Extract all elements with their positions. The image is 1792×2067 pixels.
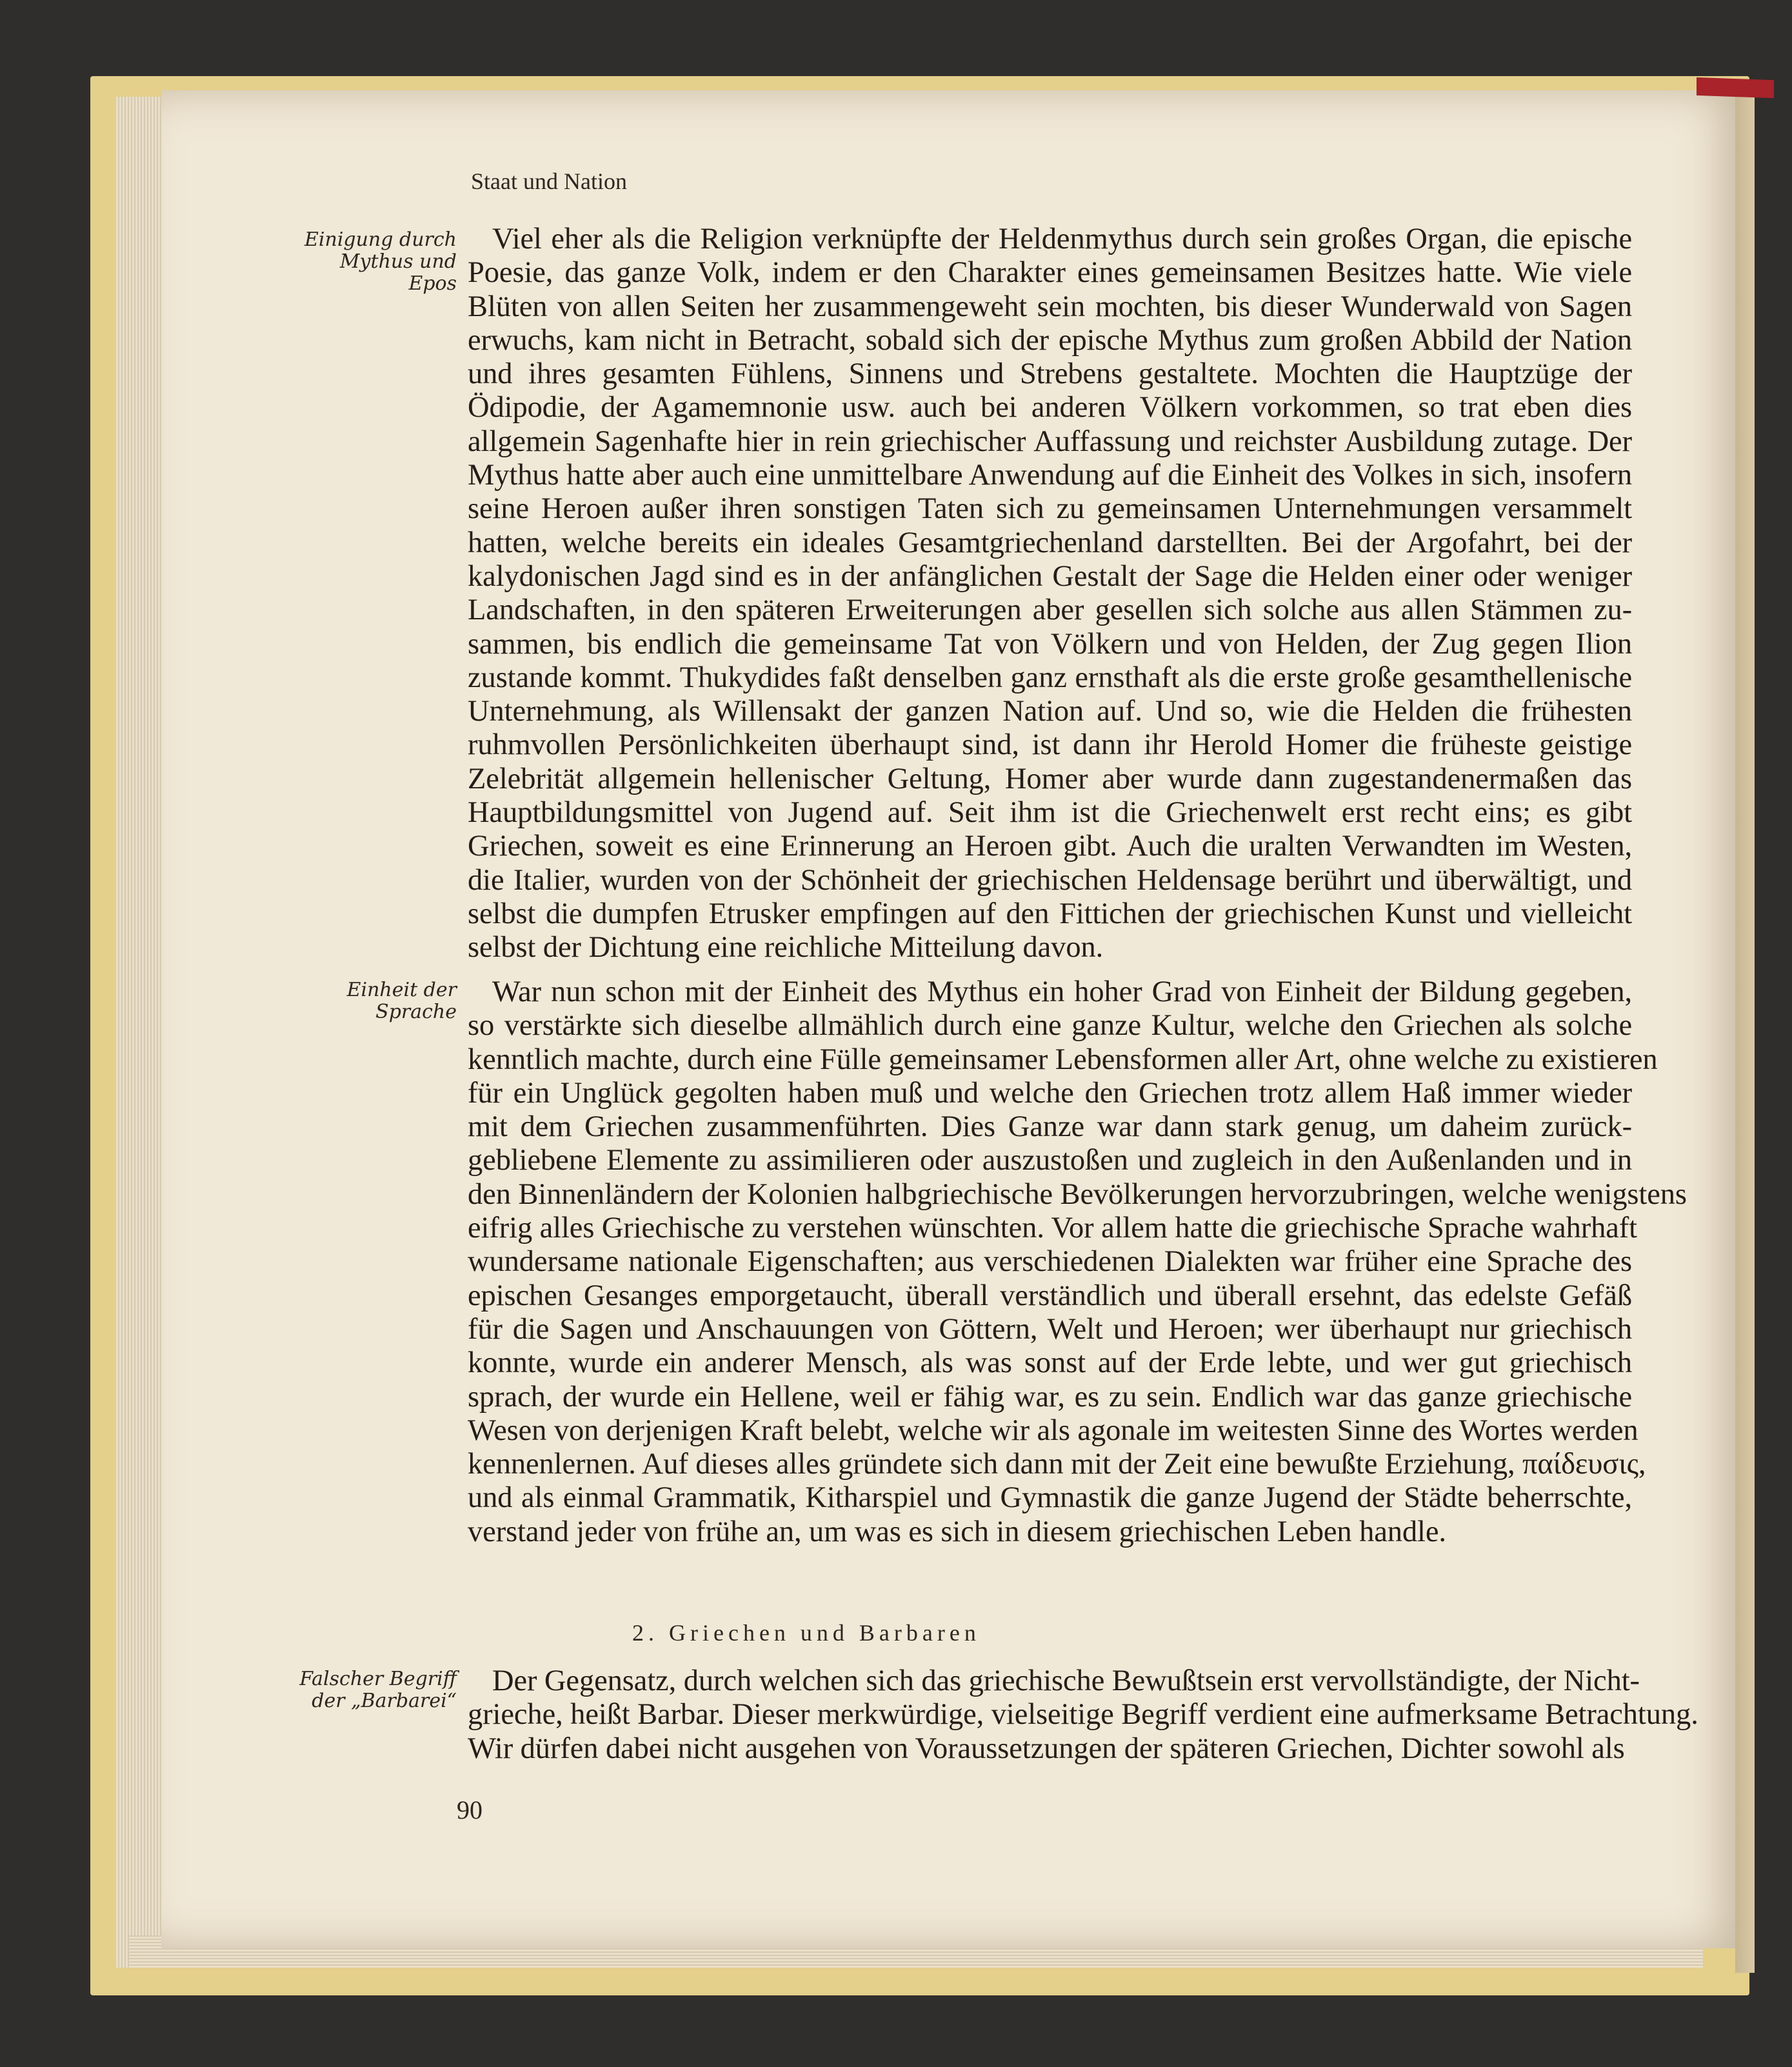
text-line: Hauptbildungsmittel von Jugend auf. Seit ihm ist die Griechenwelt erst recht eins; es gibt — [468, 796, 1632, 830]
bookmark-ribbon — [1697, 77, 1774, 98]
running-head: Staat und Nation — [471, 168, 627, 194]
text-line: kennenlernen. Auf dieses alles gründete sich dann mit der Zeit eine bewußte Erziehung, παίδευσις, — [468, 1448, 1646, 1481]
text-line: allgemein Sagenhafte hier in rein griechischer Auffassung und reichster Ausbildung zutage. Der — [468, 424, 1632, 458]
text-line: und als einmal Grammatik, Kitharspiel und Gymnastik die ganze Jugend der Städte beherrschte, — [468, 1481, 1632, 1515]
page-number: 90 — [457, 1795, 483, 1824]
text-line: ruhmvollen Persönlichkeiten überhaupt sind, ist dann ihr Herold Homer die früheste geistige — [468, 728, 1632, 762]
text-line: Zelebrität allgemein hellenischer Geltung, Homer aber wurde dann zugestandenermaßen das — [468, 762, 1632, 795]
text-line: grieche, heißt Barbar. Dieser merkwürdige, vielseitige Begriff verdient eine aufmerksame Betrachtung. — [468, 1698, 1698, 1732]
text-line: Blüten von allen Seiten her zusammengeweht sein mochten, bis dieser Wunderwald von Sagen — [468, 290, 1632, 323]
text-line: Wesen von derjenigen Kraft belebt, welche wir als agonale im weitesten Sinne des Wortes werden — [468, 1413, 1638, 1447]
text-line: Der Gegensatz, durch welchen sich das griechische Bewußtsein erst vervollständigte, der Nicht- — [492, 1664, 1640, 1697]
text-line: für die Sagen und Anschauungen von Göttern, Welt und Heroen; wer überhaupt nur griechisch — [468, 1312, 1632, 1346]
margin-note-sprache: Einheit der Sprache — [346, 979, 457, 1023]
text-line: Unternehmung, als Willensakt der ganzen Nation auf. Und so, wie die Helden die frühesten — [468, 695, 1632, 728]
text-line: Griechen, soweit es eine Erinnerung an Heroen gibt. Auch die uralten Verwandten im Westen, — [468, 830, 1632, 863]
text-line: kenntlich machte, durch eine Fülle gemeinsamer Lebensformen aller Art, ohne welche zu existieren — [468, 1043, 1658, 1076]
margin-note-mythus: Einigung durch Mythus und Epos — [304, 228, 457, 295]
text-line: und ihres gesamten Fühlens, Sinnens und Strebens gestaltete. Mochten die Hauptzüge der — [468, 357, 1632, 391]
section-heading: 2. Griechen und Barbaren — [632, 1620, 981, 1646]
text-line: wundersame nationale Eigenschaften; aus verschiedenen Dialekten war früher eine Sprache des — [468, 1245, 1632, 1279]
text-line: seine Heroen außer ihren sonstigen Taten sich zu gemeinsamen Unternehmungen versammelt — [468, 492, 1632, 526]
text-line: Poesie, das ganze Volk, indem er den Charakter eines gemeinsamen Besitzes hatte. Wie viele — [468, 256, 1632, 290]
text-line: zustande kommt. Thukydides faßt denselben ganz ernsthaft als die erste große gesamthellenische — [468, 661, 1632, 694]
text-line: eifrig alles Griechische zu verstehen wünschten. Vor allem hatte die griechische Sprache wahrhaft — [468, 1212, 1637, 1245]
page-edges — [116, 97, 168, 1968]
text-line: kalydonischen Jagd sind es in der anfänglichen Gestalt der Sage die Helden einer oder weniger — [468, 559, 1632, 593]
text-line: sprach, der wurde ein Hellene, weil er fähig war, es zu sein. Endlich war das ganze griechische — [468, 1380, 1632, 1413]
text-line: Mythus hatte aber auch eine unmittelbare Anwendung auf die Einheit des Volkes in sich, insofern — [468, 459, 1632, 492]
paragraph-mythus — [468, 223, 1632, 965]
spine-edge — [1735, 83, 1755, 1973]
text-line: War nun schon mit der Einheit des Mythus ein hoher Grad von Einheit der Bildung gegeben, — [492, 975, 1632, 1008]
text-line: Ödipodie, der Agamemnonie usw. auch bei anderen Völkern vorkommen, so trat eben dies — [468, 391, 1632, 424]
text-line: selbst die dumpfen Etrusker empfingen auf den Fittichen der griechischen Kunst und vielleicht — [468, 897, 1632, 930]
text-line: verstand jeder von frühe an, um was es sich in diesem griechischen Leben handle. — [468, 1515, 1446, 1548]
text-line: Wir dürfen dabei nicht ausgehen von Voraussetzungen der späteren Griechen, Dichter sowohl als — [468, 1732, 1625, 1765]
text-line: für ein Unglück gegolten haben muß und welche den Griechen trotz allem Haß immer wieder — [468, 1076, 1632, 1110]
text-line: selbst der Dichtung eine reichliche Mitteilung davon. — [468, 931, 1104, 964]
text-line: Viel eher als die Religion verknüpfte der Heldenmythus durch sein großes Organ, die epische — [492, 223, 1632, 255]
text-line: den Binnenländern der Kolonien halbgriechische Bevölkerungen hervorzubringen, welche wenigstens — [468, 1177, 1687, 1211]
text-line: gebliebene Elemente zu assimilieren oder auszustoßen und zugleich in den Außenlanden und in — [468, 1144, 1632, 1177]
text-line: so verstärkte sich dieselbe allmählich durch eine ganze Kultur, welche den Griechen als solche — [468, 1009, 1632, 1043]
text-line: epischen Gesanges emporgetaucht, überall verständlich und überall ersehnt, das edelste Gefäß — [468, 1279, 1632, 1312]
text-line: mit dem Griechen zusammenführten. Dies Ganze war dann stark genug, um daheim zurück- — [468, 1110, 1632, 1144]
paragraph-barbaren — [468, 1664, 1698, 1766]
text-line: erwuchs, kam nicht in Betracht, sobald sich der epische Mythus zum großen Abbild der Nation — [468, 323, 1632, 357]
text-line: sammen, bis endlich die gemeinsame Tat von Völkern und von Helden, der Zug gegen Ilion — [468, 627, 1632, 661]
text-line: Landschaften, in den späteren Erweiterungen aber gesellen sich solche aus allen Stämmen zu- — [468, 594, 1632, 627]
paragraph-sprache — [468, 975, 1687, 1549]
text-line: die Italier, wurden von der Schönheit der griechischen Heldensage berührt und überwältigt, und — [468, 863, 1632, 897]
text-line: hatten, welche bereits ein ideales Gesamtgriechenland darstellten. Bei der Argofahrt, bei der — [468, 526, 1632, 559]
margin-note-barbarei: Falscher Begriff der „Barbarei“ — [299, 1668, 457, 1712]
text-line: konnte, wurde ein anderer Mensch, als was sonst auf der Erde lebte, und wer gut griechisch — [468, 1346, 1632, 1380]
